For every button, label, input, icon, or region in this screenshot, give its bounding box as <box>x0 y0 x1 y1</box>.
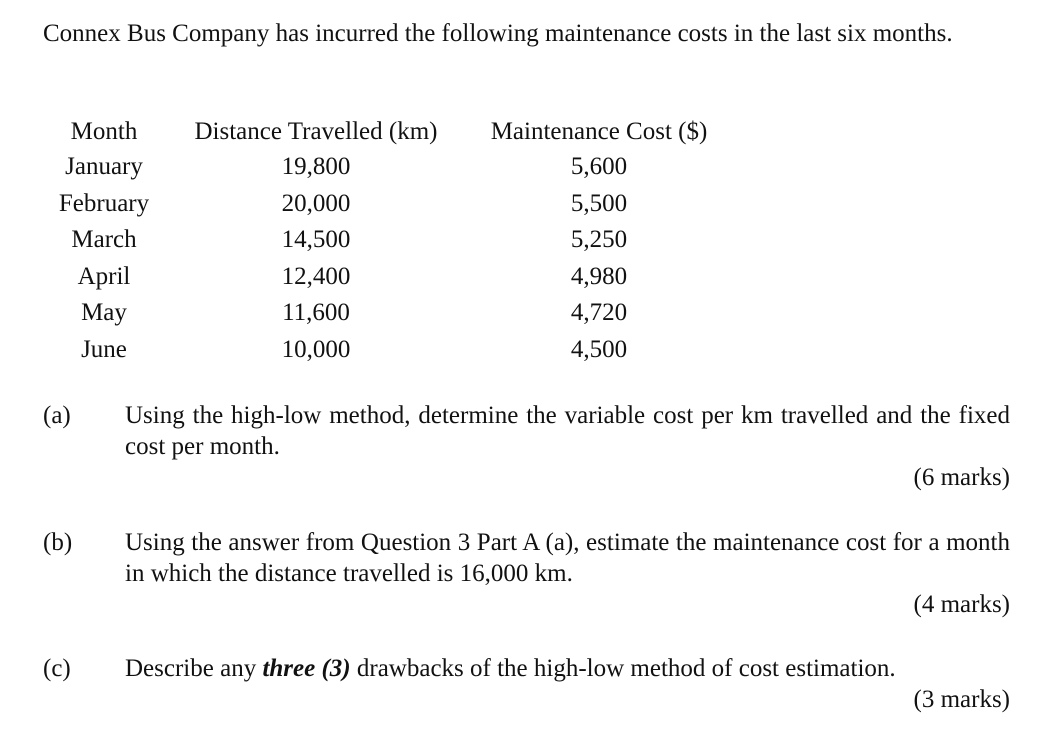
cell-cost: 4,720 <box>570 299 628 327</box>
cell-cost: 4,500 <box>570 335 628 363</box>
cell-month: March <box>71 226 137 254</box>
cell-month: February <box>58 189 150 217</box>
question-c-letter: (c) <box>43 655 71 682</box>
table-header-row <box>40 114 734 149</box>
cell-distance: 14,500 <box>281 226 351 254</box>
question-b-letter: (b) <box>43 529 73 556</box>
question-c-text-before: Describe any <box>125 655 263 682</box>
cell-month: January <box>65 153 143 181</box>
question-a-letter: (a) <box>43 402 71 429</box>
cell-distance: 20,000 <box>281 189 351 217</box>
intro-paragraph: Connex Bus Company has incurred the following maintenance costs in the last six months. <box>43 20 953 47</box>
cell-month: April <box>77 262 131 290</box>
cell-cost: 5,250 <box>570 226 628 254</box>
table-row <box>40 295 734 332</box>
cell-distance: 10,000 <box>281 335 351 363</box>
cell-distance: 12,400 <box>281 262 351 290</box>
table-row <box>40 149 734 186</box>
question-c-marks: (3 marks) <box>913 686 1010 713</box>
question-c-text <box>125 653 1010 684</box>
cell-distance: 19,800 <box>281 153 351 181</box>
cell-cost: 5,600 <box>570 153 628 181</box>
question-a-text: Using the high-low method, determine the variable cost per km travelled and the fixed cost per month. <box>125 402 1010 460</box>
cell-month: June <box>81 335 127 363</box>
table-row <box>40 186 734 223</box>
table-row <box>40 259 734 296</box>
question-c-text-after: drawbacks of the high-low method of cost estimation. <box>350 655 896 682</box>
cell-cost: 5,500 <box>570 189 628 217</box>
question-a-marks: (6 marks) <box>913 464 1010 491</box>
cell-distance: 11,600 <box>282 299 350 327</box>
cell-cost: 4,980 <box>570 262 628 290</box>
maintenance-cost-table <box>40 114 734 368</box>
cell-month: May <box>81 299 127 327</box>
question-c-emphasis: three (3) <box>262 655 351 682</box>
header-distance: Distance Travelled (km) <box>194 117 438 145</box>
table-row <box>40 222 734 259</box>
header-month: Month <box>70 117 138 145</box>
question-b-text: Using the answer from Question 3 Part A (a), estimate the maintenance cost for a month in which the distance travelled is 16,000 km. <box>125 529 1010 587</box>
question-b-marks: (4 marks) <box>913 591 1010 618</box>
table-row <box>40 332 734 369</box>
header-maintenance-cost: Maintenance Cost ($) <box>490 117 708 145</box>
